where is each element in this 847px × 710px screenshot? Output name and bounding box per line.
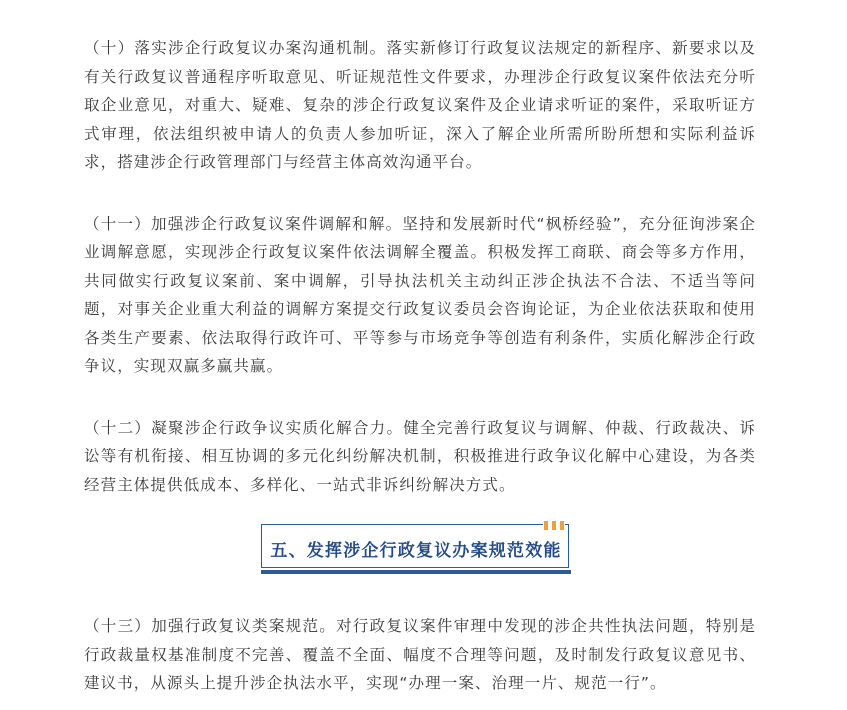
section-heading-underline	[261, 570, 571, 574]
section-heading-title: 五、发挥涉企行政复议办案规范效能	[270, 541, 562, 561]
accent-bar	[560, 521, 564, 530]
accent-bar	[544, 521, 548, 530]
heading-accent-bars-icon	[543, 521, 565, 530]
article-body-continued	[84, 612, 756, 698]
section-heading-box	[261, 524, 569, 568]
paragraph-thirteen: （十三）加强行政复议类案规范。对行政复议案件审理中发现的涉企共性执法问题，特别是行政裁量权基准制度不完善、覆盖不全面、幅度不合理等问题，及时制发行政复议意见书、建议书，从源头上提升涉企执法水平，实现“办理一案、治理一片、规范一行”。	[84, 617, 756, 692]
paragraph-twelve: （十二）凝聚涉企行政争议实质化解合力。健全完善行政复议与调解、仲裁、行政裁决、诉讼等有机衔接、相互协调的多元化纠纷解决机制，积极推进行政争议化解中心建设，为各类经营主体提供低成本、多样化、一站式非诉纠纷解决方式。	[84, 418, 756, 494]
paragraph-eleven: （十一）加强涉企行政复议案件调解和解。坚持和发展新时代“枫桥经验”，充分征询涉案企业调解意愿，实现涉企行政复议案件依法调解全覆盖。积极发挥工商联、商会等多方作用，共同做实行政复议案前、案中调解，引导执法机关主动纠正涉企执法不合法、不适当等问题，对事关企业重大利益的调解方案提交行政复议委员会咨询论证，为企业依法获取和使用各类生产要素、依法取得行政许可、平等参与市场竞争等创造有利条件，实质化解涉企行政争议，实现双赢多赢共赢。	[84, 214, 756, 375]
accent-bar	[552, 521, 556, 530]
section-heading	[261, 524, 571, 574]
article-body	[84, 34, 756, 499]
paragraph-ten: （十）落实涉企行政复议办案沟通机制。落实新修订行政复议法规定的新程序、新要求以及有关行政复议普通程序听取意见、听证规范性文件要求，办理涉企行政复议案件依法充分听取企业意见，对重大、疑难、复杂的涉企行政复议案件及企业请求听证的案件，采取听证方式审理，依法组织被申请人的负责人参加听证，深入了解企业所需所盼所想和实际利益诉求，搭建涉企行政管理部门与经营主体高效沟通平台。	[84, 39, 756, 171]
